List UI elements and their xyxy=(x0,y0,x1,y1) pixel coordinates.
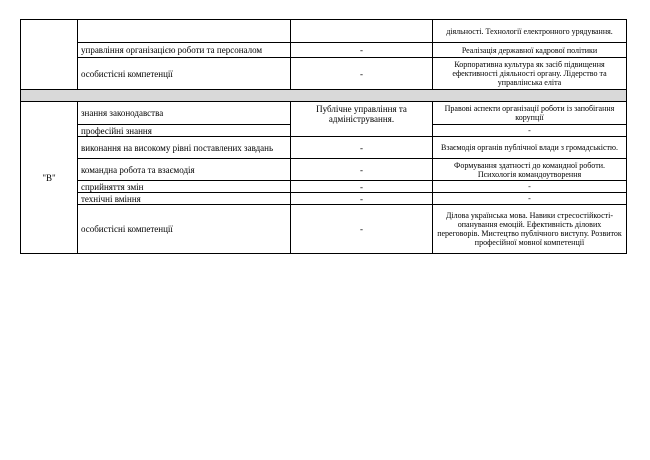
table-row xyxy=(21,159,627,181)
table-row xyxy=(21,20,627,43)
course-cell: - xyxy=(291,58,433,90)
competence-cell: сприйняття змін xyxy=(78,181,291,193)
table-row xyxy=(21,43,627,58)
table-row xyxy=(21,193,627,205)
table-row xyxy=(21,102,627,125)
topic-cell: Правові аспекти організації роботи із запобігання корупції xyxy=(433,102,627,125)
course-cell: - xyxy=(291,193,433,205)
course-cell xyxy=(291,20,433,43)
course-cell: - xyxy=(291,205,433,254)
competence-cell xyxy=(78,20,291,43)
course-cell: Публічне управління та адміністрування. xyxy=(291,102,433,137)
course-cell: - xyxy=(291,137,433,159)
separator-row xyxy=(21,90,627,102)
topic-cell: Корпоративна культура як засіб підвищення ефективності діяльності органу. Лідерство та управлінська еліта xyxy=(433,58,627,90)
competence-cell: технічні вміння xyxy=(78,193,291,205)
competence-cell: командна робота та взаємодія xyxy=(78,159,291,181)
competence-cell: управління організацією роботи та персоналом xyxy=(78,43,291,58)
table-row xyxy=(21,205,627,254)
course-cell: - xyxy=(291,181,433,193)
table-row xyxy=(21,137,627,159)
course-cell: - xyxy=(291,159,433,181)
topic-cell: - xyxy=(433,125,627,137)
group-label: "В" xyxy=(21,102,78,254)
course-cell: - xyxy=(291,43,433,58)
topic-cell: - xyxy=(433,181,627,193)
competence-table xyxy=(20,19,627,254)
competence-cell: знання законодавства xyxy=(78,102,291,125)
topic-cell: Взаємодія органів публічної влади з громадськістю. xyxy=(433,137,627,159)
table-row xyxy=(21,181,627,193)
topic-cell: Реалізація державної кадрової політики xyxy=(433,43,627,58)
competence-cell: особистісні компетенції xyxy=(78,205,291,254)
topic-cell: діяльності. Технології електронного урядування. xyxy=(433,20,627,43)
competence-cell: особистісні компетенції xyxy=(78,58,291,90)
group-cell-empty xyxy=(21,20,78,90)
separator-cell xyxy=(21,90,627,102)
competence-cell: професійні знання xyxy=(78,125,291,137)
topic-cell: - xyxy=(433,193,627,205)
competence-cell: виконання на високому рівні поставлених завдань xyxy=(78,137,291,159)
table-row xyxy=(21,58,627,90)
topic-cell: Ділова українська мова. Навики стресостійкості-опанування емоцій. Ефективність ділових переговорів. Мистецтво публічного виступу. Розвиток професійної мовної компетенції xyxy=(433,205,627,254)
topic-cell: Формування здатності до командної роботи. Психологія командоутворення xyxy=(433,159,627,181)
